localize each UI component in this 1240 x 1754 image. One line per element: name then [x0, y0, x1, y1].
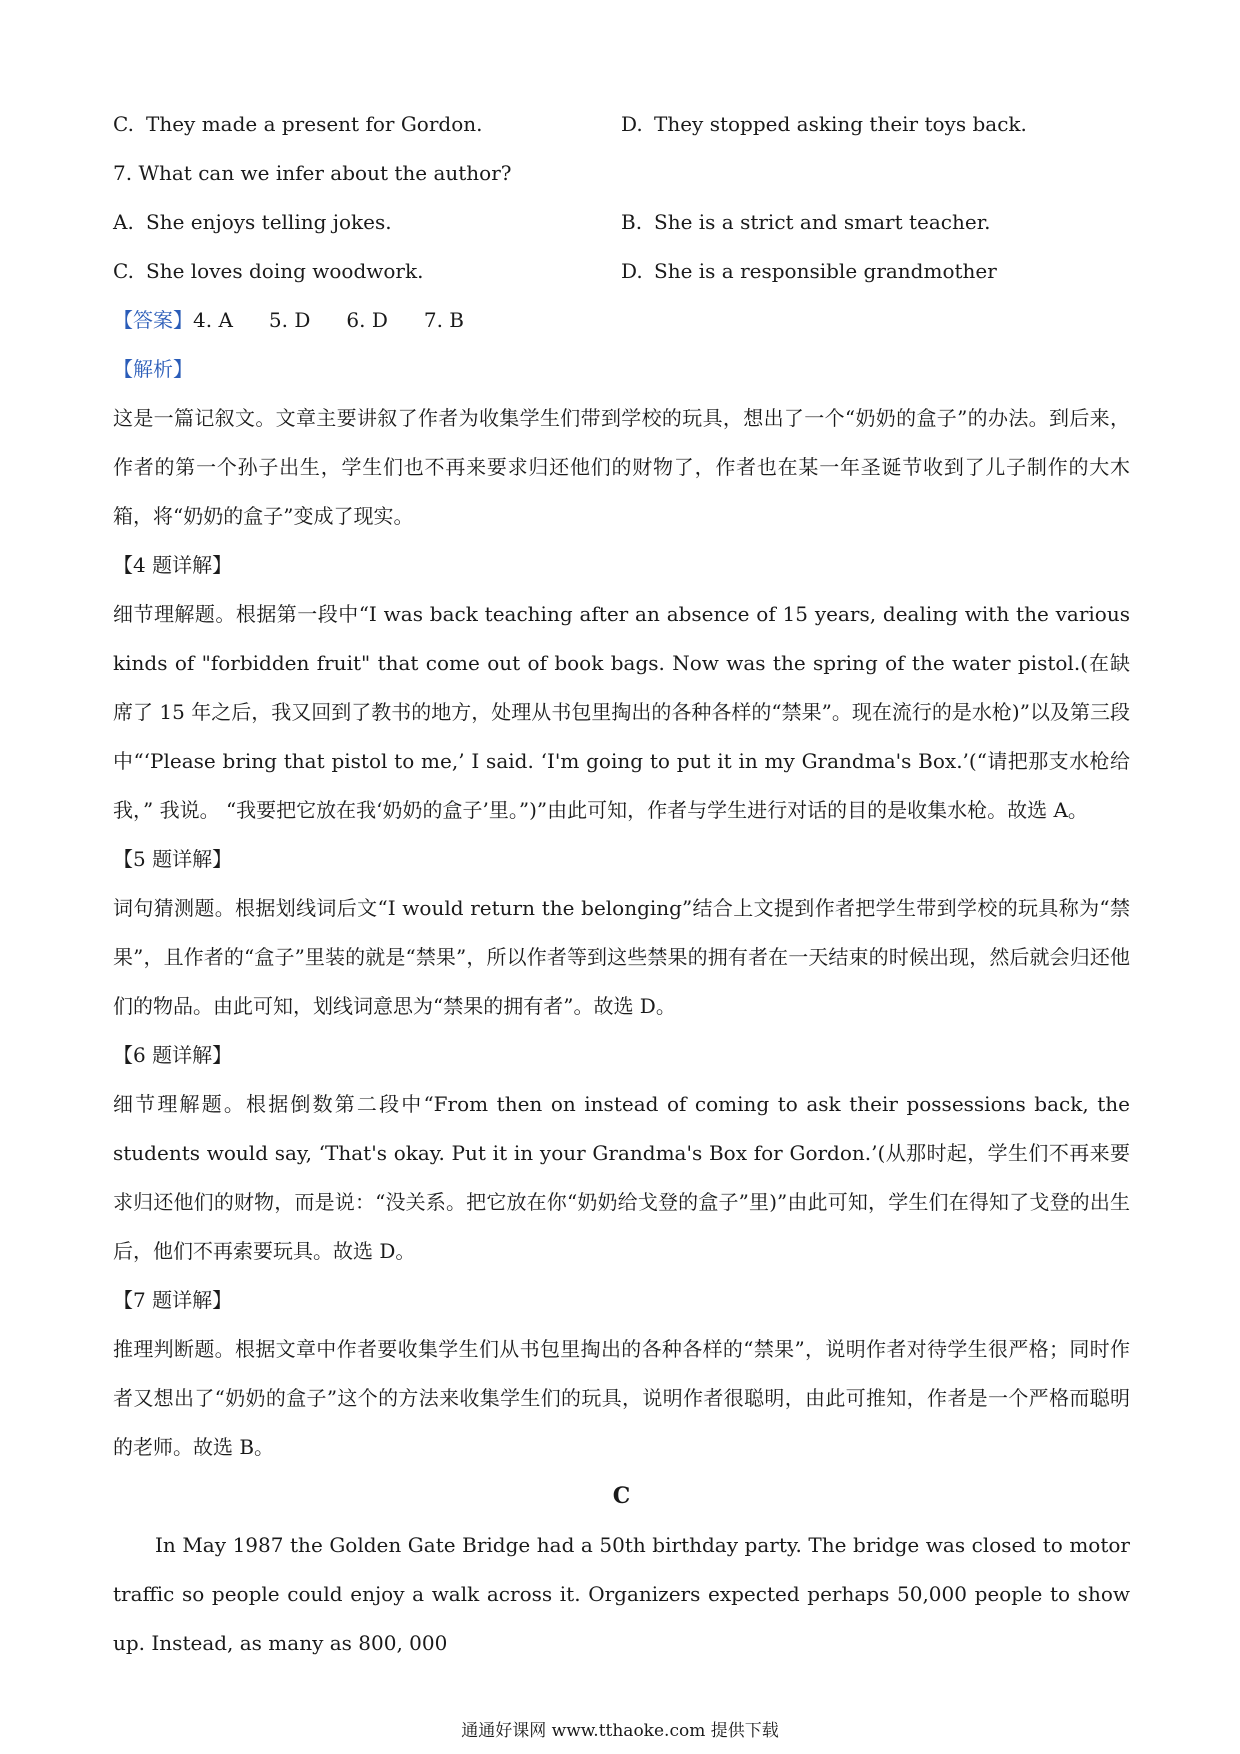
document-page [113, 100, 1130, 1668]
q4-detail-text: 细节理解题。根据第一段中“I was back teaching after an absence of 15 years, dealing with the various kinds of "forbidden fruit" that come out of book bags. Now was the spring of the water pistol.(在缺席了 15 年之后，我又回到了教书的地方，处理从书包里掏出的各种各样的“禁果”。现在流行的是水枪)”以及第三段中“‘Please bring that pistol to me,’ I said. ‘I'm going to put it in my Grandma's Box.’(“请把那支水枪给我，” 我说。 “我要把它放在我‘奶奶的盒子’里。”)”由此可知，作者与学生进行对话的目的是收集水枪。故选 A。 [113, 602, 1130, 822]
q6-detail-text: 细节理解题。根据倒数第二段中“From then on instead of coming to ask their possessions back, the students would say, ‘That's okay. Put it in your Grandma's Box for Gordon.’(从那时起，学生们不再来要求归还他们的财物，而是说：“没关系。把它放在你“奶奶给戈登的盒子”里)”由此可知，学生们在得知了戈登的出生后，他们不再索要玩具。故选 D。 [113, 1092, 1130, 1263]
answer-4: 4. A [193, 308, 233, 332]
analysis-tag: 【解析】 [113, 357, 193, 381]
q7-options-row-ab [113, 198, 1130, 247]
q6-detail-heading: 【6 题详解】 [113, 1043, 233, 1067]
page-footer: 通通好课网 www.tthaoke.com 提供下载 [461, 1721, 779, 1741]
answer-6: 6. D [346, 308, 388, 332]
option-c [113, 247, 621, 296]
option-b [621, 198, 1129, 247]
option-letter: C. [113, 112, 134, 136]
option-text: She loves doing woodwork. [146, 259, 424, 283]
section-c-text: In May 1987 the Golden Gate Bridge had a 50th birthday party. The bridge was closed to motor traffic so people could enjoy a walk across it. Organizers expected perhaps 50,000 people to show up. Instead, as many as 800, 000 [113, 1533, 1130, 1655]
option-c [113, 100, 621, 149]
answer-line [113, 296, 1130, 345]
q5-detail-text: 词句猜测题。根据划线词后文“I would return the belonging”结合上文提到作者把学生带到学校的玩具称为“禁果”，且作者的“盒子”里装的就是“禁果”，所以作者等到这些禁果的拥有者在一天结束的时候出现，然后就会归还他们的物品。由此可知，划线词意思为“禁果的拥有者”。故选 D。 [113, 896, 1130, 1018]
q7-detail-text: 推理判断题。根据文章中作者要收集学生们从书包里掏出的各种各样的“禁果”，说明作者对待学生很严格；同时作者又想出了“奶奶的盒子”这个的方法来收集学生们的玩具，说明作者很聪明，由此可推知，作者是一个严格而聪明的老师。故选 B。 [113, 1337, 1130, 1459]
q7-question: 7. What can we infer about the author? [113, 161, 512, 185]
section-c-heading: C [612, 1483, 631, 1509]
option-a [113, 198, 621, 247]
option-letter: C. [113, 259, 134, 283]
answer-tag: 【答案】 [113, 308, 193, 332]
option-text: She enjoys telling jokes. [146, 210, 392, 234]
option-text: She is a strict and smart teacher. [654, 210, 991, 234]
q6-options-row-cd [113, 100, 1130, 149]
analysis-summary: 这是一篇记叙文。文章主要讲叙了作者为收集学生们带到学校的玩具，想出了一个“奶奶的盒子”的办法。到后来，作者的第一个孙子出生，学生们也不再来要求归还他们的财物了，作者也在某一年圣诞节收到了儿子制作的大木箱，将“奶奶的盒子”变成了现实。 [113, 406, 1130, 528]
q7-options-row-cd [113, 247, 1130, 296]
option-text: She is a responsible grandmother [654, 259, 997, 283]
option-letter: D. [621, 259, 643, 283]
option-letter: D. [621, 112, 643, 136]
q4-detail-heading: 【4 题详解】 [113, 553, 233, 577]
option-letter: A. [113, 210, 134, 234]
q7-detail-heading: 【7 题详解】 [113, 1288, 233, 1312]
option-text: They stopped asking their toys back. [654, 112, 1027, 136]
option-d [621, 100, 1129, 149]
q5-detail-heading: 【5 题详解】 [113, 847, 233, 871]
option-d [621, 247, 1129, 296]
option-letter: B. [621, 210, 643, 234]
option-text: They made a present for Gordon. [146, 112, 483, 136]
answer-5: 5. D [268, 308, 311, 332]
answer-7: 7. B [423, 308, 464, 332]
